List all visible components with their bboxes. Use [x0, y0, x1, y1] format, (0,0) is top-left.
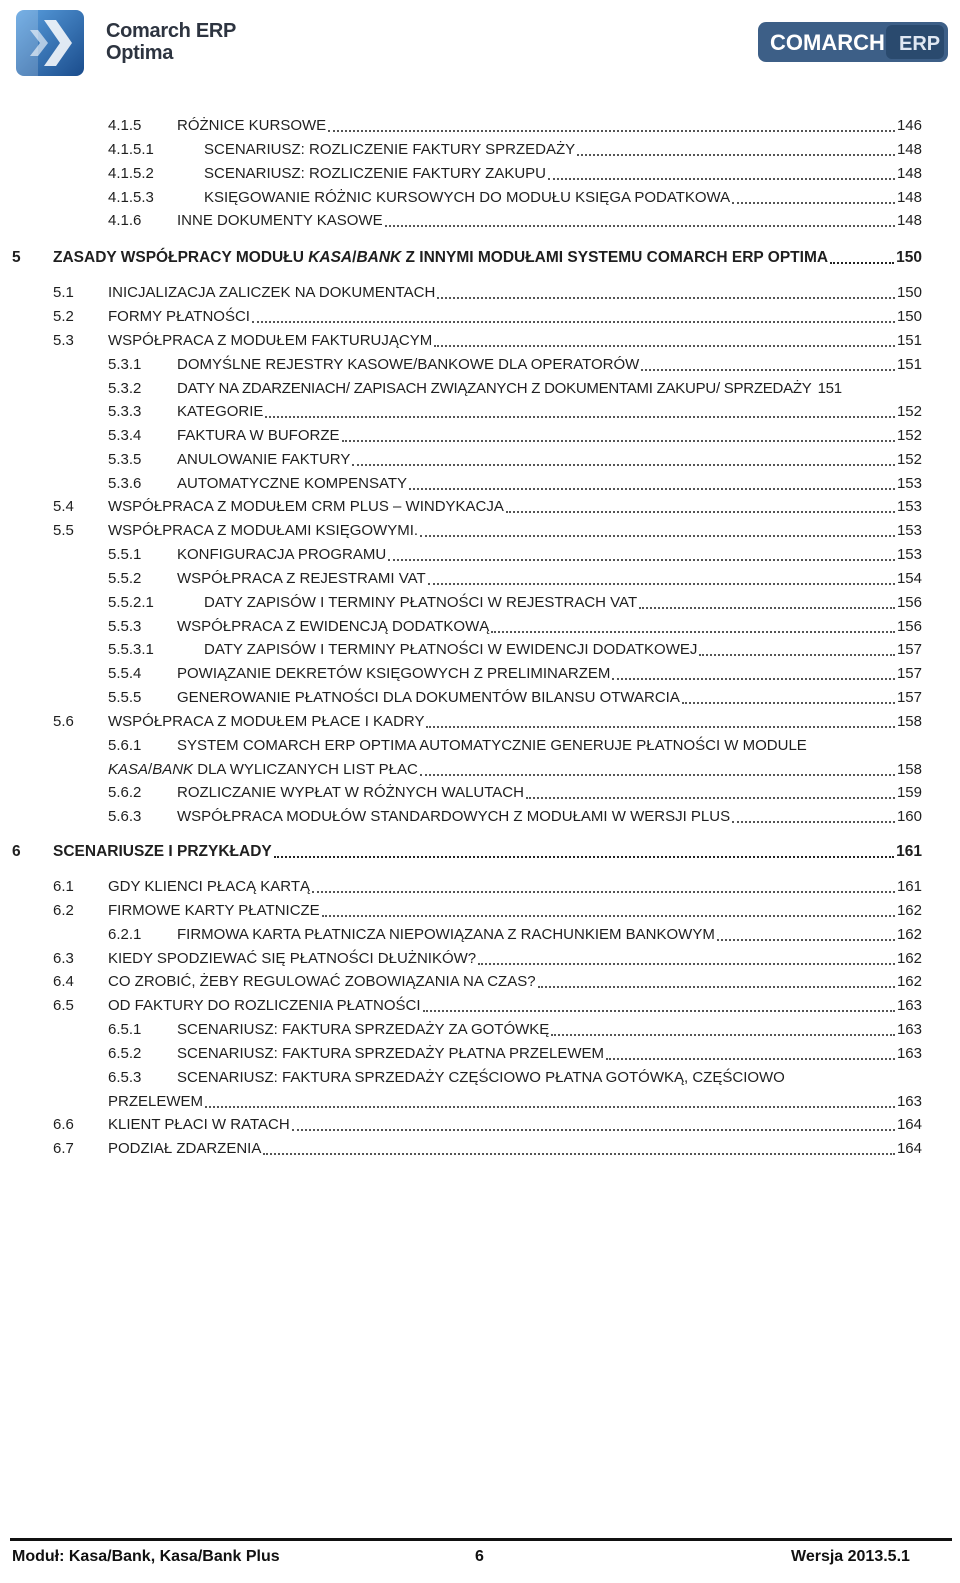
toc-entry-number: 6.4	[53, 973, 74, 990]
toc-entry-title-continued: PRZELEWEM	[108, 1093, 204, 1110]
toc-entry-title: INNE DOKUMENTY KASOWE	[177, 212, 383, 229]
toc-entry-title: WSPÓŁPRACA Z MODUŁEM FAKTURUJĄCYM	[108, 332, 433, 349]
toc-entry-page: 150	[896, 249, 922, 266]
dot-leader	[426, 726, 895, 728]
dot-leader	[265, 416, 895, 418]
toc-entry-number: 6.2	[53, 902, 74, 919]
toc-entry-number: 5	[12, 249, 21, 266]
toc-entry-number: 5.6.1	[108, 737, 142, 754]
brand-line-1: Comarch ERP	[106, 20, 237, 42]
toc-entry-page: 158	[896, 713, 922, 730]
toc-entry-page: 163	[896, 997, 922, 1014]
toc-entry-title: KSIĘGOWANIE RÓŻNIC KURSOWYCH DO MODUŁU KSIĘGA PODATKOWA	[204, 189, 731, 206]
toc-entry-number: 6.3	[53, 950, 74, 967]
dot-leader	[263, 1153, 895, 1155]
toc-entry-number: 4.1.6	[108, 212, 142, 229]
toc-entry-number: 5.3	[53, 332, 74, 349]
dot-leader	[577, 154, 895, 156]
toc-entry-page: 153	[896, 546, 922, 563]
toc-entry-title: CO ZROBIĆ, ŻEBY REGULOWAĆ ZOBOWIĄZANIA NA CZAS?	[108, 973, 536, 990]
dot-leader	[551, 1034, 895, 1036]
footer-page-number: 6	[475, 1548, 484, 1565]
toc-entry-number: 5.1	[53, 284, 74, 301]
dot-leader	[612, 678, 895, 680]
toc-entry-title: SYSTEM COMARCH ERP OPTIMA AUTOMATYCZNIE GENERUJE PŁATNOŚCI W MODULE	[177, 737, 807, 754]
toc-entry-number: 6.5.3	[108, 1069, 142, 1086]
toc-entry-number: 5.5.1	[108, 546, 142, 563]
dot-leader	[717, 939, 895, 941]
dot-leader	[423, 1010, 895, 1012]
toc-entry-title: AUTOMATYCZNE KOMPENSATY	[177, 475, 408, 492]
dot-leader	[328, 130, 895, 132]
toc-entry-number: 6.1	[53, 878, 74, 895]
toc-entry-page: 157	[896, 665, 922, 682]
toc-entry-number: 5.5.3.1	[108, 641, 154, 658]
toc-entry-number: 5.5	[53, 522, 74, 539]
dot-leader	[699, 654, 895, 656]
toc-entry-page: 148	[896, 165, 922, 182]
toc-entry-page: 153	[896, 522, 922, 539]
toc-entry-number: 6.5.1	[108, 1021, 142, 1038]
dot-leader	[342, 440, 895, 442]
page-footer	[0, 1538, 960, 1583]
toc-entry-page: 158	[896, 761, 922, 778]
toc-entry-title: INICJALIZACJA ZALICZEK NA DOKUMENTACH	[108, 284, 436, 301]
dot-leader	[732, 821, 895, 823]
toc-entry-number: 6.7	[53, 1140, 74, 1157]
toc-entry-number: 6.5	[53, 997, 74, 1014]
page-header	[0, 0, 960, 90]
toc-entry-title: DOMYŚLNE REJESTRY KASOWE/BANKOWE DLA OPERATORÓW	[177, 356, 640, 373]
toc-entry-number: 6.2.1	[108, 926, 142, 943]
dot-leader	[526, 797, 895, 799]
toc-entry-title: ROZLICZANIE WYPŁAT W RÓŻNYCH WALUTACH	[177, 784, 524, 801]
toc-entry-page: 150	[896, 308, 922, 325]
logo-right-text-left: COMARCH	[770, 30, 885, 55]
toc-entry-page: 152	[896, 403, 922, 420]
toc-entry-title: SCENARIUSZ: ROZLICZENIE FAKTURY SPRZEDAŻY	[204, 141, 576, 158]
toc-entry-title: DATY ZAPISÓW I TERMINY PŁATNOŚCI W REJESTRACH VAT	[204, 594, 638, 611]
toc-entry-title: WSPÓŁPRACA Z MODUŁEM PŁACE I KADRY	[108, 713, 425, 730]
toc-entry-number: 5.3.1	[108, 356, 142, 373]
toc-entry-number: 5.5.5	[108, 689, 142, 706]
brand-line-2: Optima	[106, 42, 174, 64]
toc-entry-title: ZASADY WSPÓŁPRACY MODUŁU KASA/BANK Z INNYMI MODUŁAMI SYSTEMU COMARCH ERP OPTIMA	[53, 249, 829, 266]
dot-leader	[434, 345, 895, 347]
toc-entry-page: 162	[896, 926, 922, 943]
toc-entry-page: 160	[896, 808, 922, 825]
toc-entry-number: 5.4	[53, 498, 74, 515]
toc-entry-number: 5.5.2	[108, 570, 142, 587]
toc-entry-page: 161	[896, 843, 922, 860]
dot-leader	[491, 631, 895, 633]
toc-entry-page: 151	[896, 356, 922, 373]
footer-divider	[10, 1538, 952, 1541]
toc-entry-page: 156	[896, 618, 922, 635]
toc-entry-title: FAKTURA W BUFORZE	[177, 427, 340, 444]
toc-entry-page: 164	[896, 1116, 922, 1133]
toc-entry-page: 153	[896, 498, 922, 515]
toc-entry-title: SCENARIUSZ: FAKTURA SPRZEDAŻY CZĘŚCIOWO PŁATNA GOTÓWKĄ, CZĘŚCIOWO	[177, 1069, 785, 1086]
comarch-optima-logo-icon	[14, 8, 86, 78]
dot-leader	[606, 1058, 895, 1060]
toc-entry-title: KONFIGURACJA PROGRAMU	[177, 546, 387, 563]
toc-entry-title: SCENARIUSZ: ROZLICZENIE FAKTURY ZAKUPU	[204, 165, 547, 182]
toc-entry-number: 6.5.2	[108, 1045, 142, 1062]
toc-entry-page: 161	[896, 878, 922, 895]
toc-entry-number: 5.3.2	[108, 380, 142, 397]
dot-leader	[205, 1106, 895, 1108]
toc-entry-number: 6	[12, 843, 21, 860]
toc-entry-number: 5.3.5	[108, 451, 142, 468]
toc-entry-number: 5.6	[53, 713, 74, 730]
toc-entry-page: 153	[896, 475, 922, 492]
dot-leader	[538, 986, 895, 988]
toc-entry-title: FIRMOWA KARTA PŁATNICZA NIEPOWIĄZANA Z RACHUNKIEM BANKOWYM	[177, 926, 715, 943]
dot-leader	[274, 856, 894, 858]
toc-entry-page: 159	[896, 784, 922, 801]
toc-entry-title: FIRMOWE KARTY PŁATNICZE	[108, 902, 320, 919]
toc-entry-number: 4.1.5	[108, 117, 142, 134]
toc-entry-page: 162	[896, 973, 922, 990]
footer-version: Wersja 2013.5.1	[791, 1548, 910, 1565]
toc-entry-title: WSPÓŁPRACA Z EWIDENCJĄ DODATKOWĄ	[177, 618, 490, 635]
toc-entry-number: 5.3.4	[108, 427, 142, 444]
toc-entry-number: 5.2	[53, 308, 74, 325]
toc-entry-title-continued: KASA/BANK DLA WYLICZANYCH LIST PŁAC	[108, 761, 418, 778]
toc-entry-title: SCENARIUSZ: FAKTURA SPRZEDAŻY ZA GOTÓWKĘ	[177, 1021, 550, 1038]
toc-entry-page: 151	[896, 332, 922, 349]
toc-entry-title: WSPÓŁPRACA Z MODUŁEM CRM PLUS – WINDYKACJA	[108, 498, 504, 515]
dot-leader	[322, 915, 895, 917]
toc-entry-page: 157	[896, 641, 922, 658]
toc-entry-page: 152	[896, 451, 922, 468]
toc-entry-page: 163	[896, 1045, 922, 1062]
dot-leader	[312, 891, 895, 893]
dot-leader	[420, 774, 895, 776]
toc-entry-title: FORMY PŁATNOŚCI	[108, 308, 250, 325]
toc-entry-number: 4.1.5.2	[108, 165, 154, 182]
toc-entry-title: SCENARIUSZ: FAKTURA SPRZEDAŻY PŁATNA PRZELEWEM	[177, 1045, 605, 1062]
toc-entry-page: 150	[896, 284, 922, 301]
toc-entry-number: 5.6.2	[108, 784, 142, 801]
toc-entry-page: 148	[896, 141, 922, 158]
toc-entry-page: 162	[896, 950, 922, 967]
logo-right-text-right: ERP	[899, 33, 941, 55]
toc-entry-page: 151	[817, 380, 842, 397]
dot-leader	[682, 702, 895, 704]
toc-entry-page: 148	[896, 212, 922, 229]
dot-leader	[478, 963, 895, 965]
toc-entry-title: RÓŻNICE KURSOWE	[177, 117, 327, 134]
toc-entry-number: 5.6.3	[108, 808, 142, 825]
comarch-erp-logo-icon	[758, 22, 948, 62]
toc-entry-number: 5.5.4	[108, 665, 142, 682]
dot-leader	[506, 511, 895, 513]
toc-entry-number: 4.1.5.1	[108, 141, 154, 158]
toc-entry-title: DATY NA ZDARZENIACH/ ZAPISACH ZWIĄZANYCH Z DOKUMENTAMI ZAKUPU/ SPRZEDAŻY	[177, 380, 812, 397]
toc-entry-page: 152	[896, 427, 922, 444]
toc-entry-title: GENEROWANIE PŁATNOŚCI DLA DOKUMENTÓW BILANSU OTWARCIA	[177, 689, 680, 706]
dot-leader	[292, 1129, 895, 1131]
toc-entry-page: 156	[896, 594, 922, 611]
dot-leader	[385, 225, 895, 227]
dot-leader	[639, 607, 895, 609]
toc-entry-title: WSPÓŁPRACA Z REJESTRAMI VAT	[177, 570, 426, 587]
toc-entry-number: 5.3.3	[108, 403, 142, 420]
dot-leader	[352, 464, 895, 466]
toc-entry-title: SCENARIUSZE I PRZYKŁADY	[53, 843, 272, 860]
toc-entry-number: 4.1.5.3	[108, 189, 154, 206]
toc-entry-page: 164	[896, 1140, 922, 1157]
toc-entry-page: 154	[896, 570, 922, 587]
toc-entry-title: POWIĄZANIE DEKRETÓW KSIĘGOWYCH Z PRELIMINARZEM	[177, 665, 611, 682]
toc-entry-title: DATY ZAPISÓW I TERMINY PŁATNOŚCI W EWIDENCJI DODATKOWEJ	[204, 641, 698, 658]
toc-entry-title: KIEDY SPODZIEWAĆ SIĘ PŁATNOŚCI DŁUŻNIKÓW?	[108, 950, 477, 967]
dot-leader	[252, 321, 895, 323]
dot-leader	[830, 262, 894, 264]
toc-entry-page: 162	[896, 902, 922, 919]
toc-entry-title: GDY KLIENCI PŁACĄ KARTĄ	[108, 878, 311, 895]
dot-leader	[388, 559, 895, 561]
dot-leader	[428, 583, 895, 585]
brand-name	[106, 20, 236, 64]
toc-entry-title: PODZIAŁ ZDARZENIA	[108, 1140, 262, 1157]
dot-leader	[732, 202, 895, 204]
dot-leader	[641, 369, 895, 371]
toc-entry-title: KLIENT PŁACI W RATACH	[108, 1116, 290, 1133]
dot-leader	[437, 297, 895, 299]
toc-entry-page: 163	[896, 1093, 922, 1110]
toc-entry-page: 157	[896, 689, 922, 706]
toc-entry-number: 5.5.2.1	[108, 594, 154, 611]
footer-module: Moduł: Kasa/Bank, Kasa/Bank Plus	[12, 1548, 280, 1565]
dot-leader	[420, 535, 895, 537]
toc-entry-page: 163	[896, 1021, 922, 1038]
toc-entry-number: 5.5.3	[108, 618, 142, 635]
dot-leader	[409, 488, 895, 490]
toc-entry-title: ANULOWANIE FAKTURY	[177, 451, 351, 468]
toc-entry-page: 146	[896, 117, 922, 134]
toc-entry-title: WSPÓŁPRACA MODUŁÓW STANDARDOWYCH Z MODUŁAMI W WERSJI PLUS	[177, 808, 731, 825]
toc-entry-number: 5.3.6	[108, 475, 142, 492]
toc-entry-title: OD FAKTURY DO ROZLICZENIA PŁATNOŚCI	[108, 997, 421, 1014]
dot-leader	[548, 178, 895, 180]
toc-entry-page: 148	[896, 189, 922, 206]
toc-entry-title: WSPÓŁPRACA Z MODUŁAMI KSIĘGOWYMI.	[108, 522, 419, 539]
toc-entry-number: 6.6	[53, 1116, 74, 1133]
toc-entry-title: KATEGORIE	[177, 403, 264, 420]
